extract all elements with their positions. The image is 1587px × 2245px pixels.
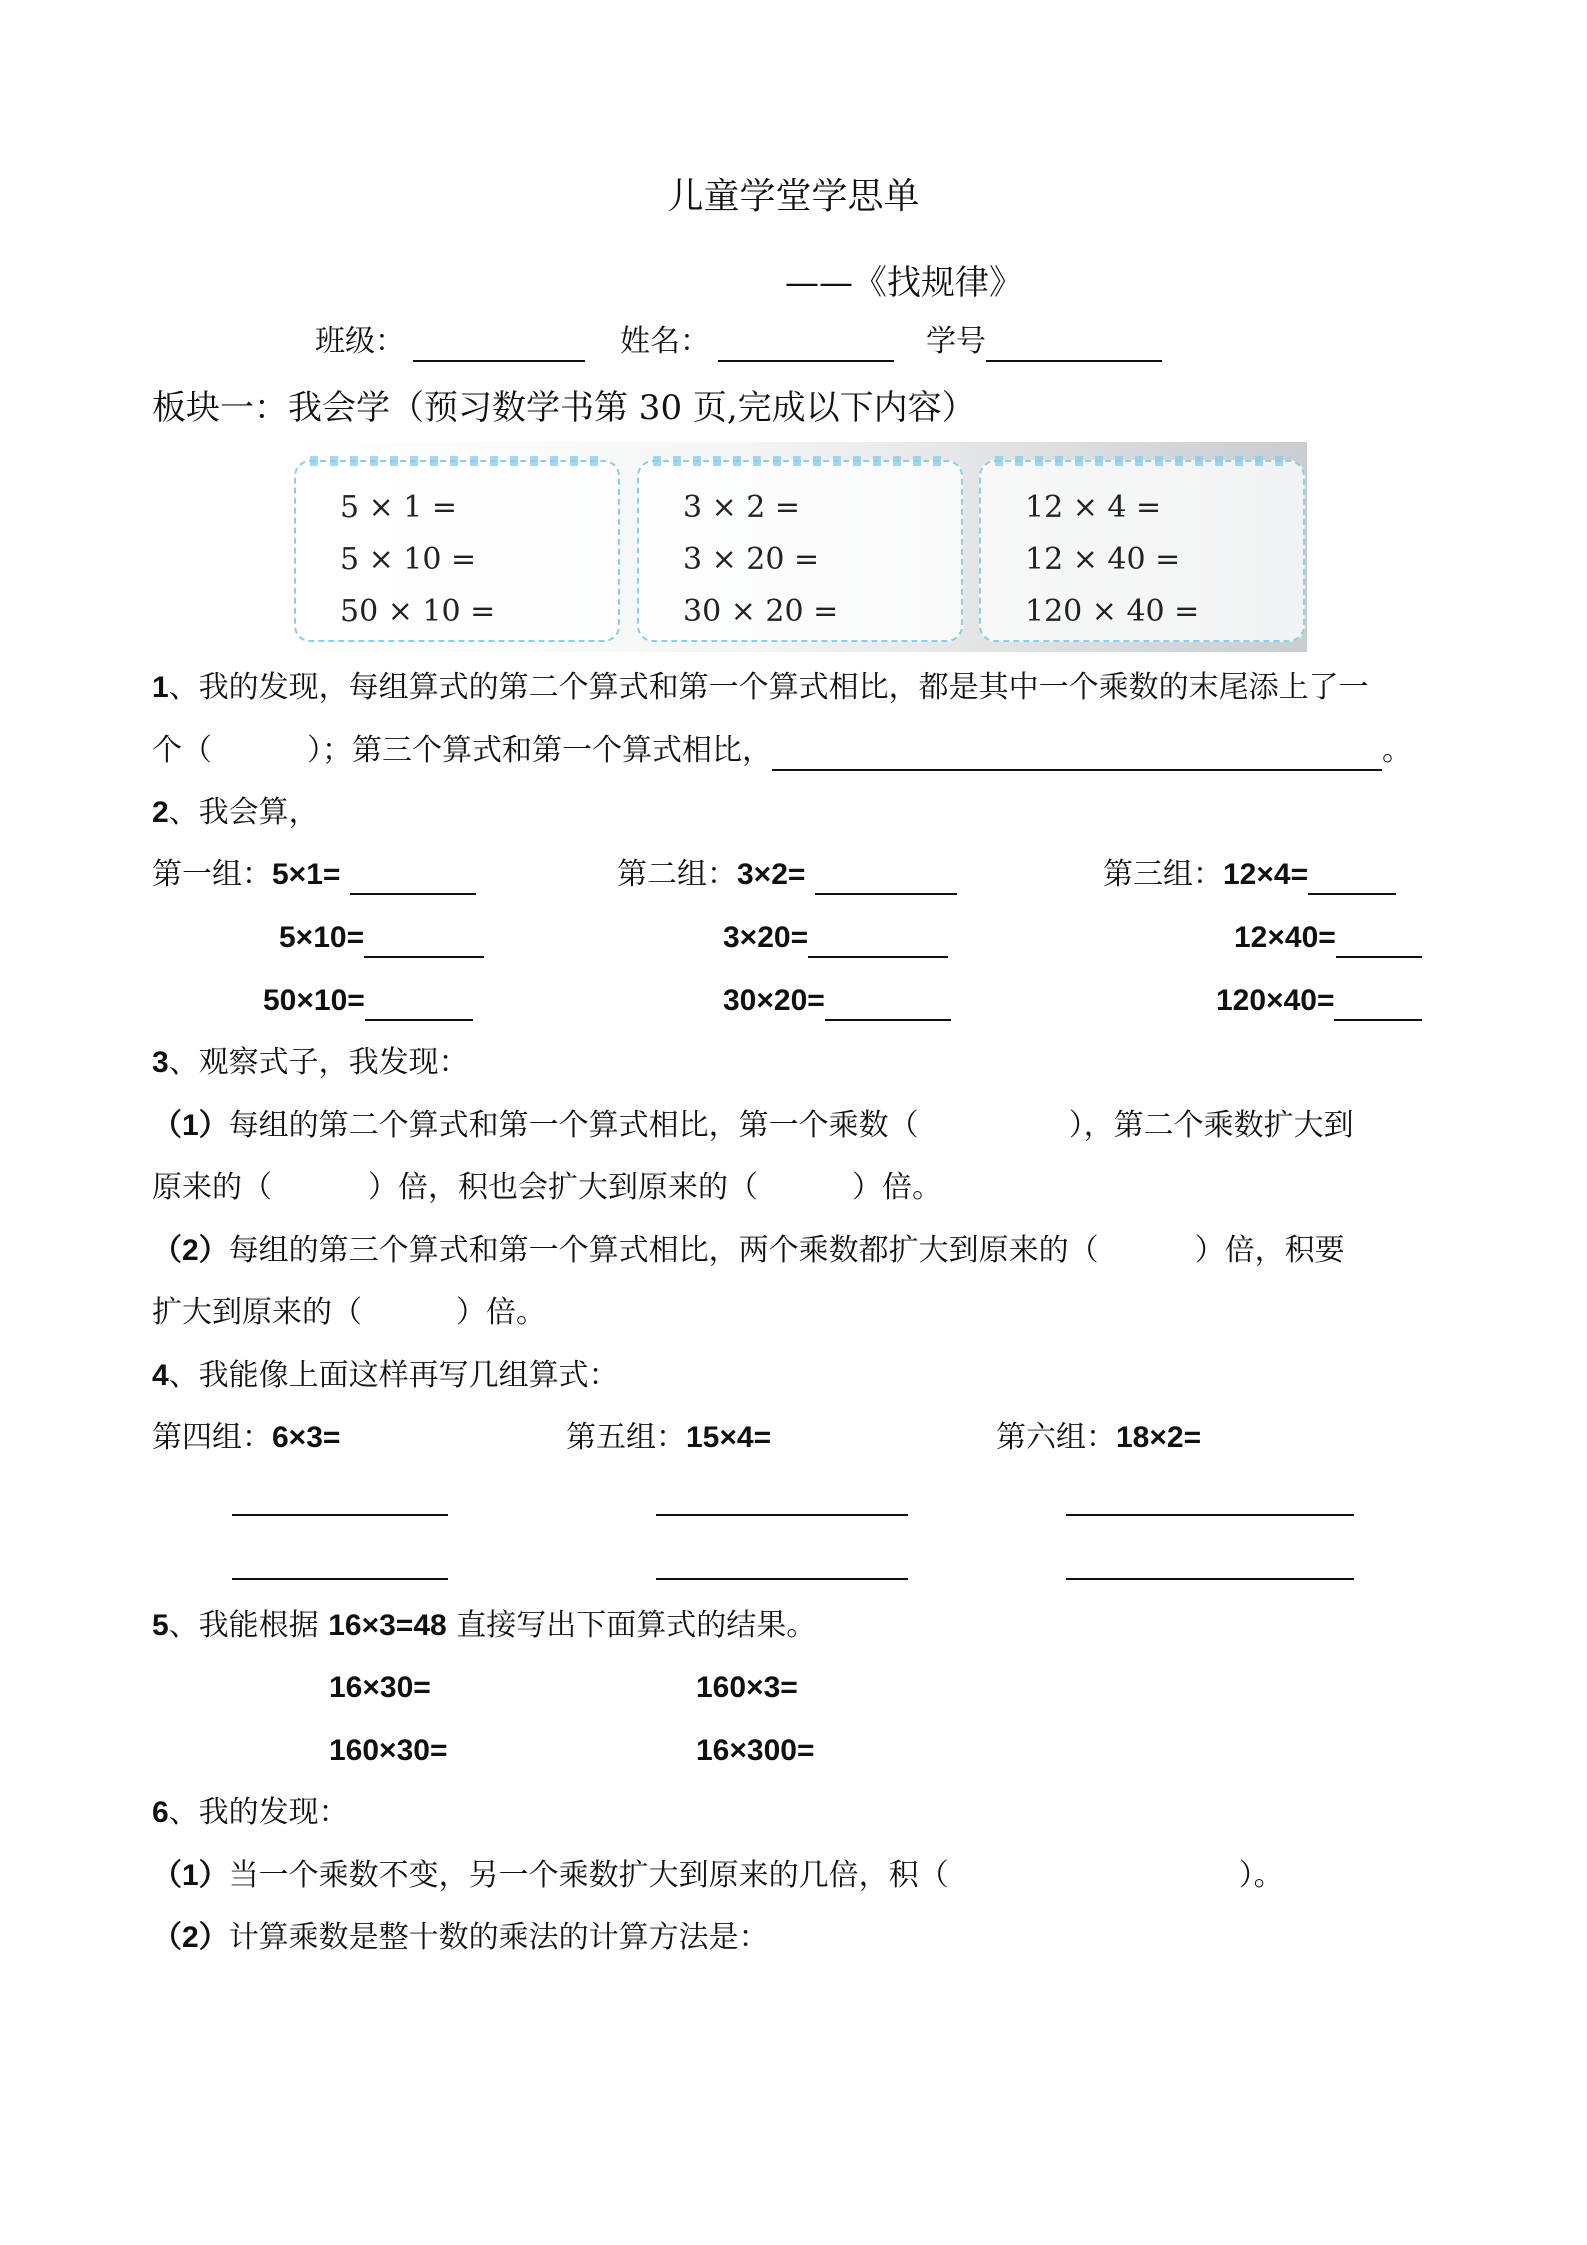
name-field — [620, 322, 894, 362]
textbook-card-1 — [294, 460, 620, 642]
worksheet-subtitle: ——《找规律》 — [785, 263, 1023, 303]
group1-blank3[interactable] — [365, 985, 473, 1021]
card3-eq1: 12 × 4 = — [1025, 490, 1162, 525]
group5-label: 第五组： — [566, 1420, 686, 1455]
card2-eq2: 3 × 20 = — [683, 542, 820, 577]
group5-eq: 15×4= — [686, 1421, 772, 1454]
q3-part1-line2 — [152, 1168, 942, 1208]
name-label: 姓名： — [620, 324, 710, 359]
q3-title-text: 、观察式子，我发现： — [168, 1045, 469, 1080]
card1-eq2: 5 × 10 = — [340, 542, 477, 577]
q4-group4 — [152, 1418, 340, 1458]
group3-blank3[interactable] — [1334, 985, 1422, 1021]
student-id-field — [926, 322, 1162, 362]
q1-text-line2a: 个（ — [152, 733, 212, 768]
q2-group1-row1 — [152, 855, 476, 895]
q1-blank-2[interactable] — [772, 735, 1382, 771]
textbook-card-2 — [637, 460, 963, 642]
group1-label: 第一组： — [152, 857, 272, 892]
q1-blank-1[interactable] — [212, 737, 307, 771]
card2-eq3: 30 × 20 = — [683, 594, 839, 629]
q3-part1-text-b: ），第二个乘数扩大到 — [1068, 1108, 1354, 1143]
group1-eq2: 5×10= — [279, 921, 365, 954]
q5-eq1: 16×30= — [329, 1671, 431, 1704]
q3-blank-4[interactable] — [1099, 1237, 1195, 1271]
q2-number: 2 — [152, 796, 169, 829]
group3-eq2: 12×40= — [1234, 921, 1336, 954]
q3-part2-text-b: ）倍，积要 — [1194, 1233, 1345, 1268]
group2-label: 第二组： — [617, 857, 737, 892]
q5-eq3: 160×30= — [329, 1734, 448, 1767]
q3-part2-text-a: 每组的第三个算式和第一个算式相比，两个乘数都扩大到原来的（ — [228, 1233, 1099, 1268]
q3-part1-text-d: ）倍，积也会扩大到原来的（ — [368, 1170, 758, 1205]
q1-text-line1: 、我的发现，每组算式的第二个算式和第一个算式相比，都是其中一个乘数的末尾添上了一 — [168, 670, 1369, 705]
group2-blank3[interactable] — [825, 985, 951, 1021]
group1-eq3: 50×10= — [263, 984, 365, 1017]
q6-blank-1[interactable] — [949, 1862, 1239, 1896]
q3-part1-text-a: 每组的第二个算式和第一个算式相比，第一个乘数（ — [228, 1108, 919, 1143]
group3-eq3: 120×40= — [1216, 984, 1335, 1017]
q4-group5 — [566, 1418, 771, 1458]
q3-part1-text-e: ）倍。 — [852, 1170, 942, 1205]
q3-part2-number: （2） — [152, 1234, 229, 1267]
group1-blank2[interactable] — [364, 922, 484, 958]
group2-blank2[interactable] — [808, 922, 948, 958]
q5-title — [152, 1606, 816, 1646]
group3-label: 第三组： — [1103, 857, 1223, 892]
q6-part1-text-a: 当一个乘数不变，另一个乘数扩大到原来的几倍，积（ — [228, 1858, 949, 1893]
q6-title — [152, 1793, 349, 1833]
q2-group1-row3 — [263, 981, 473, 1021]
group6-answer-line1[interactable] — [1066, 1514, 1354, 1516]
q3-part2-text-d: ）倍。 — [456, 1295, 546, 1330]
q6-part2 — [152, 1918, 769, 1958]
q1-number: 1 — [152, 671, 169, 704]
q3-part1-line1 — [152, 1106, 1354, 1146]
q5-eq4: 16×300= — [696, 1734, 815, 1767]
group4-answer-line1[interactable] — [232, 1514, 448, 1516]
group6-answer-line2[interactable] — [1066, 1578, 1354, 1580]
card3-eq3: 120 × 40 = — [1025, 594, 1200, 629]
q6-number: 6 — [152, 1796, 169, 1829]
q5-title-b: 16×3=48 — [328, 1609, 447, 1642]
group6-eq: 18×2= — [1116, 1421, 1202, 1454]
q4-title-text: 、我能像上面这样再写几组算式： — [168, 1358, 619, 1393]
q3-part1-text-c: 原来的（ — [152, 1170, 272, 1205]
worksheet-title: 儿童学堂学思单 — [667, 176, 920, 217]
group2-blank1[interactable] — [815, 859, 957, 895]
group4-eq: 6×3= — [272, 1421, 341, 1454]
q3-blank-5[interactable] — [362, 1299, 456, 1333]
group1-eq1: 5×1= — [272, 858, 341, 891]
q2-group3-row3 — [1216, 981, 1422, 1021]
q3-part2-line2 — [152, 1293, 546, 1333]
student-id-blank[interactable] — [986, 326, 1162, 362]
group2-eq2: 3×20= — [723, 921, 809, 954]
group3-eq1: 12×4= — [1223, 858, 1309, 891]
q2-group2-row1 — [617, 855, 957, 895]
q6-part1-number: （1） — [152, 1859, 229, 1892]
q6-title-text: 、我的发现： — [168, 1795, 349, 1830]
q3-part2-text-c: 扩大到原来的（ — [152, 1295, 362, 1330]
class-blank[interactable] — [413, 326, 585, 362]
group4-answer-line2[interactable] — [232, 1578, 448, 1580]
group4-label: 第四组： — [152, 1420, 272, 1455]
q6-part2-number: （2） — [152, 1921, 229, 1954]
q4-number: 4 — [152, 1359, 169, 1392]
q5-title-c: 直接写出下面算式的结果。 — [446, 1608, 817, 1643]
q2-title-text: 、我会算， — [168, 795, 319, 830]
card2-eq1: 3 × 2 = — [683, 490, 801, 525]
q1-text-line2c: 。 — [1382, 733, 1412, 768]
card3-eq2: 12 × 40 = — [1025, 542, 1181, 577]
group5-answer-line1[interactable] — [656, 1514, 908, 1516]
textbook-card-3 — [979, 460, 1305, 642]
q2-group2-row2 — [723, 918, 948, 958]
group6-label: 第六组： — [996, 1420, 1116, 1455]
q3-part1-number: （1） — [152, 1109, 229, 1142]
q4-title — [152, 1356, 619, 1396]
q5-number: 5 — [152, 1609, 169, 1642]
q3-number: 3 — [152, 1046, 169, 1079]
q2-group3-row2 — [1234, 918, 1422, 958]
q1-text-line2b: ）；第三个算式和第一个算式相比， — [307, 733, 772, 768]
q2-group3-row1 — [1103, 855, 1396, 895]
class-field — [315, 322, 585, 362]
card1-eq3: 50 × 10 = — [340, 594, 496, 629]
group3-blank2[interactable] — [1336, 922, 1422, 958]
q1-line2 — [152, 731, 1412, 771]
card1-eq1: 5 × 1 = — [340, 490, 458, 525]
section-1-title: 板块一：我会学（预习数学书第 30 页,完成以下内容） — [152, 388, 976, 428]
q4-group6 — [996, 1418, 1201, 1458]
q2-title — [152, 793, 319, 833]
q6-part1 — [152, 1856, 1284, 1896]
group2-eq3: 30×20= — [723, 984, 825, 1017]
student-id-label: 学号 — [926, 324, 986, 359]
q3-blank-1[interactable] — [919, 1112, 1069, 1146]
q3-part2-line1 — [152, 1231, 1345, 1271]
name-blank[interactable] — [718, 326, 894, 362]
group2-eq1: 3×2= — [737, 858, 806, 891]
q2-group2-row3 — [723, 981, 951, 1021]
q6-part1-text-b: ）。 — [1238, 1858, 1284, 1893]
q3-blank-3[interactable] — [758, 1174, 852, 1208]
class-label: 班级： — [315, 324, 405, 359]
q3-title — [152, 1043, 469, 1083]
q5-title-a: 、我能根据 — [168, 1608, 329, 1643]
q1-line1 — [152, 668, 1369, 708]
group3-blank1[interactable] — [1308, 859, 1396, 895]
q6-part2-text: 计算乘数是整十数的乘法的计算方法是： — [228, 1920, 769, 1955]
textbook-image — [287, 442, 1307, 652]
q3-blank-2[interactable] — [272, 1174, 368, 1208]
q2-group1-row2 — [279, 918, 484, 958]
group1-blank1[interactable] — [350, 859, 476, 895]
group5-answer-line2[interactable] — [656, 1578, 908, 1580]
q5-eq2: 160×3= — [696, 1671, 798, 1704]
